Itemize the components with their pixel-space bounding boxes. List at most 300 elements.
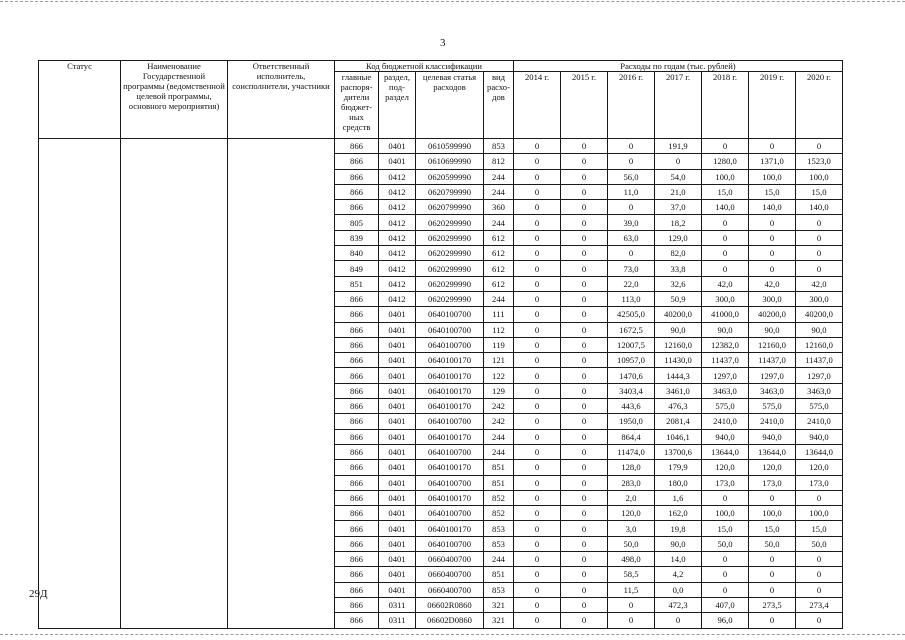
- value-cell: 0: [608, 139, 655, 154]
- value-cell: 21,0: [655, 184, 702, 199]
- value-cell: 0: [796, 613, 843, 628]
- value-cell: 0: [514, 246, 561, 261]
- grbs-cell: 866: [335, 200, 379, 215]
- section-cell: 0311: [379, 597, 416, 612]
- expense-type-cell: 244: [484, 169, 514, 184]
- grbs-cell: 866: [335, 429, 379, 444]
- value-cell: 173,0: [749, 475, 796, 490]
- value-cell: 0: [514, 169, 561, 184]
- grbs-cell: 866: [335, 567, 379, 582]
- value-cell: 0: [796, 261, 843, 276]
- grbs-cell: 866: [335, 337, 379, 352]
- value-cell: 0: [702, 261, 749, 276]
- value-cell: 864,4: [608, 429, 655, 444]
- value-cell: 90,0: [702, 322, 749, 337]
- value-cell: 33,8: [655, 261, 702, 276]
- section-cell: 0401: [379, 552, 416, 567]
- value-cell: 0: [655, 154, 702, 169]
- section-cell: 0401: [379, 414, 416, 429]
- value-cell: 3463,0: [702, 383, 749, 398]
- value-cell: 0: [608, 246, 655, 261]
- value-cell: 173,0: [796, 475, 843, 490]
- expense-type-cell: 244: [484, 291, 514, 306]
- expense-type-cell: 612: [484, 246, 514, 261]
- expense-type-cell: 612: [484, 230, 514, 245]
- value-cell: 0: [796, 246, 843, 261]
- value-cell: 0: [561, 444, 608, 459]
- value-cell: 0: [702, 230, 749, 245]
- value-cell: 0: [514, 475, 561, 490]
- target-article-cell: 0660400700: [416, 552, 484, 567]
- grbs-cell: 866: [335, 322, 379, 337]
- value-cell: 0: [561, 139, 608, 154]
- value-cell: 0: [561, 169, 608, 184]
- scan-edge-top: [0, 1, 905, 2]
- value-cell: 0: [561, 322, 608, 337]
- value-cell: 73,0: [608, 261, 655, 276]
- target-article-cell: 0640100700: [416, 475, 484, 490]
- value-cell: 58,5: [608, 567, 655, 582]
- value-cell: 0: [702, 215, 749, 230]
- value-cell: 0: [796, 230, 843, 245]
- value-cell: 0: [561, 536, 608, 551]
- target-article-cell: 0640100700: [416, 506, 484, 521]
- expense-type-cell: 852: [484, 506, 514, 521]
- expense-type-cell: 851: [484, 475, 514, 490]
- target-article-cell: 0620299990: [416, 276, 484, 291]
- value-cell: 11437,0: [702, 353, 749, 368]
- value-cell: 32,6: [655, 276, 702, 291]
- grbs-cell: 866: [335, 490, 379, 505]
- section-cell: 0412: [379, 184, 416, 199]
- header-target-article: целевая статья расходов: [416, 72, 484, 139]
- header-grbs: главные распоря-дители бюджет-ных средств: [335, 72, 379, 139]
- value-cell: 407,0: [702, 597, 749, 612]
- value-cell: 2410,0: [796, 414, 843, 429]
- value-cell: 90,0: [655, 536, 702, 551]
- value-cell: 300,0: [796, 291, 843, 306]
- value-cell: 13644,0: [796, 444, 843, 459]
- section-cell: 0401: [379, 506, 416, 521]
- value-cell: 0: [561, 184, 608, 199]
- value-cell: 13644,0: [749, 444, 796, 459]
- value-cell: 0: [749, 613, 796, 628]
- section-cell: 0401: [379, 368, 416, 383]
- value-cell: 0: [514, 368, 561, 383]
- target-article-cell: 0640100700: [416, 536, 484, 551]
- grbs-cell: 851: [335, 276, 379, 291]
- header-year: 2017 г.: [655, 72, 702, 139]
- expense-type-cell: 321: [484, 597, 514, 612]
- value-cell: 0: [514, 521, 561, 536]
- page-number: 3: [440, 37, 446, 49]
- expense-type-cell: 244: [484, 184, 514, 199]
- value-cell: 0: [514, 536, 561, 551]
- value-cell: 0: [608, 200, 655, 215]
- value-cell: 42,0: [702, 276, 749, 291]
- section-cell: 0412: [379, 276, 416, 291]
- value-cell: 0: [561, 506, 608, 521]
- value-cell: 50,9: [655, 291, 702, 306]
- value-cell: 37,0: [655, 200, 702, 215]
- value-cell: 140,0: [702, 200, 749, 215]
- value-cell: 3461,0: [655, 383, 702, 398]
- value-cell: 0: [561, 597, 608, 612]
- target-article-cell: 0640100700: [416, 414, 484, 429]
- grbs-cell: 866: [335, 353, 379, 368]
- expense-type-cell: 853: [484, 536, 514, 551]
- budget-table: [38, 60, 843, 629]
- target-article-cell: 0640100170: [416, 429, 484, 444]
- value-cell: 100,0: [702, 169, 749, 184]
- value-cell: 12160,0: [655, 337, 702, 352]
- value-cell: 18,2: [655, 215, 702, 230]
- target-article-cell: 0620299990: [416, 230, 484, 245]
- section-cell: 0401: [379, 444, 416, 459]
- value-cell: 0: [655, 613, 702, 628]
- target-article-cell: 0620299990: [416, 215, 484, 230]
- expense-type-cell: 119: [484, 337, 514, 352]
- expense-type-cell: 122: [484, 368, 514, 383]
- value-cell: 120,0: [796, 460, 843, 475]
- grbs-cell: 866: [335, 536, 379, 551]
- value-cell: 1297,0: [796, 368, 843, 383]
- value-cell: 3403,4: [608, 383, 655, 398]
- value-cell: 476,3: [655, 399, 702, 414]
- header-year: 2019 г.: [749, 72, 796, 139]
- expense-type-cell: 112: [484, 322, 514, 337]
- value-cell: 40200,0: [796, 307, 843, 322]
- target-article-cell: 0640100170: [416, 460, 484, 475]
- header-status: Статус: [39, 61, 121, 139]
- target-article-cell: 0640100170: [416, 490, 484, 505]
- section-cell: 0401: [379, 429, 416, 444]
- value-cell: 0: [796, 582, 843, 597]
- section-cell: 0401: [379, 460, 416, 475]
- value-cell: 0: [514, 261, 561, 276]
- grbs-cell: 866: [335, 414, 379, 429]
- value-cell: 575,0: [702, 399, 749, 414]
- value-cell: 0: [796, 490, 843, 505]
- expense-type-cell: 612: [484, 261, 514, 276]
- grbs-cell: 866: [335, 613, 379, 628]
- value-cell: 0: [514, 582, 561, 597]
- value-cell: 575,0: [749, 399, 796, 414]
- value-cell: 300,0: [749, 291, 796, 306]
- value-cell: 940,0: [702, 429, 749, 444]
- value-cell: 0: [514, 383, 561, 398]
- value-cell: 14,0: [655, 552, 702, 567]
- section-cell: 0401: [379, 383, 416, 398]
- header-expense-type: вид расхо-дов: [484, 72, 514, 139]
- value-cell: 498,0: [608, 552, 655, 567]
- value-cell: 120,0: [608, 506, 655, 521]
- value-cell: 0: [561, 291, 608, 306]
- section-cell: 0401: [379, 139, 416, 154]
- target-article-cell: 0660400700: [416, 567, 484, 582]
- value-cell: 15,0: [796, 521, 843, 536]
- value-cell: 0: [514, 307, 561, 322]
- value-cell: 0: [561, 490, 608, 505]
- grbs-cell: 839: [335, 230, 379, 245]
- value-cell: 0: [749, 490, 796, 505]
- value-cell: 120,0: [749, 460, 796, 475]
- target-article-cell: 0640100700: [416, 444, 484, 459]
- value-cell: 0: [561, 230, 608, 245]
- target-article-cell: 0620599990: [416, 169, 484, 184]
- value-cell: 0: [561, 246, 608, 261]
- value-cell: 0: [561, 307, 608, 322]
- header-program-name: Наименование Государственной программы (ведомственной целевой программы, основного мероприятия): [121, 61, 228, 139]
- value-cell: 0: [561, 200, 608, 215]
- value-cell: 162,0: [655, 506, 702, 521]
- grbs-cell: 866: [335, 582, 379, 597]
- value-cell: 0: [561, 399, 608, 414]
- target-article-cell: 0620799990: [416, 184, 484, 199]
- value-cell: 42505,0: [608, 307, 655, 322]
- section-cell: 0401: [379, 582, 416, 597]
- section-cell: 0412: [379, 215, 416, 230]
- value-cell: 96,0: [702, 613, 749, 628]
- header-year: 2018 г.: [702, 72, 749, 139]
- value-cell: 1,6: [655, 490, 702, 505]
- section-cell: 0412: [379, 200, 416, 215]
- value-cell: 1046,1: [655, 429, 702, 444]
- value-cell: 0: [561, 368, 608, 383]
- value-cell: 15,0: [702, 184, 749, 199]
- table-row: [39, 139, 843, 154]
- grbs-cell: 866: [335, 184, 379, 199]
- value-cell: 0: [561, 613, 608, 628]
- value-cell: 0: [514, 230, 561, 245]
- grbs-cell: 866: [335, 475, 379, 490]
- value-cell: 0: [702, 552, 749, 567]
- value-cell: 0: [749, 215, 796, 230]
- value-cell: 0: [514, 291, 561, 306]
- value-cell: 40200,0: [655, 307, 702, 322]
- value-cell: 1280,0: [702, 154, 749, 169]
- target-article-cell: 0640100700: [416, 337, 484, 352]
- value-cell: 90,0: [796, 322, 843, 337]
- header-section: раздел, под-раздел: [379, 72, 416, 139]
- value-cell: 63,0: [608, 230, 655, 245]
- value-cell: 0: [514, 200, 561, 215]
- value-cell: 1470,6: [608, 368, 655, 383]
- value-cell: 0: [514, 567, 561, 582]
- scan-edge-bottom: [0, 634, 905, 635]
- value-cell: 0: [608, 613, 655, 628]
- target-article-cell: 0640100170: [416, 368, 484, 383]
- value-cell: 113,0: [608, 291, 655, 306]
- header-responsible: Ответственный исполнитель, соисполнители, участники: [228, 61, 335, 139]
- expense-type-cell: 851: [484, 460, 514, 475]
- expense-type-cell: 244: [484, 444, 514, 459]
- target-article-cell: 0640100170: [416, 353, 484, 368]
- expense-type-cell: 853: [484, 521, 514, 536]
- value-cell: 50,0: [608, 536, 655, 551]
- section-cell: 0401: [379, 154, 416, 169]
- value-cell: 1672,5: [608, 322, 655, 337]
- header-expenses: Расходы по годам (тыс. рублей): [514, 61, 843, 72]
- value-cell: 0: [561, 353, 608, 368]
- value-cell: 0: [514, 490, 561, 505]
- value-cell: 0: [514, 337, 561, 352]
- grbs-cell: 866: [335, 506, 379, 521]
- value-cell: 0: [561, 582, 608, 597]
- expense-type-cell: 244: [484, 429, 514, 444]
- value-cell: 11,0: [608, 184, 655, 199]
- target-article-cell: 0620299990: [416, 246, 484, 261]
- grbs-cell: 866: [335, 399, 379, 414]
- grbs-cell: 840: [335, 246, 379, 261]
- value-cell: 0: [514, 597, 561, 612]
- value-cell: 100,0: [749, 506, 796, 521]
- value-cell: 11430,0: [655, 353, 702, 368]
- program-name-cell: [121, 139, 228, 629]
- value-cell: 12160,0: [796, 337, 843, 352]
- value-cell: 940,0: [749, 429, 796, 444]
- grbs-cell: 866: [335, 139, 379, 154]
- grbs-cell: 866: [335, 169, 379, 184]
- value-cell: 1371,0: [749, 154, 796, 169]
- value-cell: 128,0: [608, 460, 655, 475]
- value-cell: 0: [514, 353, 561, 368]
- value-cell: 0: [749, 567, 796, 582]
- target-article-cell: 0640100700: [416, 322, 484, 337]
- value-cell: 100,0: [796, 169, 843, 184]
- value-cell: 120,0: [702, 460, 749, 475]
- header-year: 2015 г.: [561, 72, 608, 139]
- value-cell: 15,0: [749, 184, 796, 199]
- target-article-cell: 0640100700: [416, 307, 484, 322]
- value-cell: 0: [796, 215, 843, 230]
- expense-type-cell: 852: [484, 490, 514, 505]
- value-cell: 42,0: [749, 276, 796, 291]
- value-cell: 0: [514, 322, 561, 337]
- value-cell: 0: [514, 460, 561, 475]
- value-cell: 0: [561, 414, 608, 429]
- value-cell: 0: [514, 399, 561, 414]
- expense-type-cell: 851: [484, 567, 514, 582]
- value-cell: 0: [561, 567, 608, 582]
- expense-type-cell: 321: [484, 613, 514, 628]
- target-article-cell: 0610599990: [416, 139, 484, 154]
- expense-type-cell: 360: [484, 200, 514, 215]
- value-cell: 0: [702, 139, 749, 154]
- grbs-cell: 866: [335, 521, 379, 536]
- value-cell: 0: [749, 552, 796, 567]
- section-cell: 0412: [379, 169, 416, 184]
- expense-type-cell: 853: [484, 582, 514, 597]
- value-cell: 12007,5: [608, 337, 655, 352]
- expense-type-cell: 242: [484, 399, 514, 414]
- value-cell: 2081,4: [655, 414, 702, 429]
- value-cell: 0: [749, 246, 796, 261]
- target-article-cell: 0620299990: [416, 291, 484, 306]
- value-cell: 100,0: [702, 506, 749, 521]
- value-cell: 0: [796, 567, 843, 582]
- grbs-cell: 866: [335, 460, 379, 475]
- footer-code: 29Д: [29, 588, 48, 600]
- section-cell: 0412: [379, 291, 416, 306]
- status-cell: [39, 139, 121, 629]
- table-body: [39, 139, 843, 629]
- target-article-cell: 0620299990: [416, 261, 484, 276]
- expense-type-cell: 812: [484, 154, 514, 169]
- value-cell: 2410,0: [749, 414, 796, 429]
- expense-type-cell: 244: [484, 552, 514, 567]
- value-cell: 0: [749, 230, 796, 245]
- value-cell: 0,0: [655, 582, 702, 597]
- section-cell: 0401: [379, 567, 416, 582]
- grbs-cell: 866: [335, 307, 379, 322]
- grbs-cell: 805: [335, 215, 379, 230]
- value-cell: 283,0: [608, 475, 655, 490]
- value-cell: 0: [796, 139, 843, 154]
- value-cell: 0: [749, 261, 796, 276]
- value-cell: 0: [561, 337, 608, 352]
- value-cell: 0: [749, 582, 796, 597]
- section-cell: 0401: [379, 322, 416, 337]
- grbs-cell: 866: [335, 552, 379, 567]
- target-article-cell: 0610699990: [416, 154, 484, 169]
- value-cell: 100,0: [749, 169, 796, 184]
- value-cell: 15,0: [749, 521, 796, 536]
- value-cell: 90,0: [749, 322, 796, 337]
- value-cell: 179,9: [655, 460, 702, 475]
- value-cell: 0: [561, 552, 608, 567]
- grbs-cell: 866: [335, 154, 379, 169]
- section-cell: 0412: [379, 261, 416, 276]
- value-cell: 15,0: [796, 184, 843, 199]
- value-cell: 0: [561, 276, 608, 291]
- grbs-cell: 866: [335, 444, 379, 459]
- value-cell: 0: [702, 490, 749, 505]
- section-cell: 0401: [379, 475, 416, 490]
- target-article-cell: 0640100170: [416, 399, 484, 414]
- grbs-cell: 866: [335, 597, 379, 612]
- value-cell: 50,0: [749, 536, 796, 551]
- value-cell: 0: [514, 414, 561, 429]
- value-cell: 12382,0: [702, 337, 749, 352]
- section-cell: 0401: [379, 307, 416, 322]
- section-cell: 0401: [379, 490, 416, 505]
- value-cell: 54,0: [655, 169, 702, 184]
- value-cell: 140,0: [749, 200, 796, 215]
- target-article-cell: 06602D0860: [416, 613, 484, 628]
- value-cell: 0: [749, 139, 796, 154]
- value-cell: 13700,6: [655, 444, 702, 459]
- grbs-cell: 866: [335, 368, 379, 383]
- value-cell: 2,0: [608, 490, 655, 505]
- value-cell: 41000,0: [702, 307, 749, 322]
- value-cell: 11,5: [608, 582, 655, 597]
- grbs-cell: 849: [335, 261, 379, 276]
- value-cell: 472,3: [655, 597, 702, 612]
- value-cell: 11474,0: [608, 444, 655, 459]
- value-cell: 22,0: [608, 276, 655, 291]
- target-article-cell: 0640100170: [416, 521, 484, 536]
- value-cell: 0: [514, 506, 561, 521]
- value-cell: 1523,0: [796, 154, 843, 169]
- header-budget-code: Код бюджетной классификации: [335, 61, 514, 72]
- value-cell: 1950,0: [608, 414, 655, 429]
- section-cell: 0412: [379, 246, 416, 261]
- value-cell: 0: [514, 139, 561, 154]
- value-cell: 0: [702, 582, 749, 597]
- value-cell: 0: [796, 552, 843, 567]
- value-cell: 0: [561, 261, 608, 276]
